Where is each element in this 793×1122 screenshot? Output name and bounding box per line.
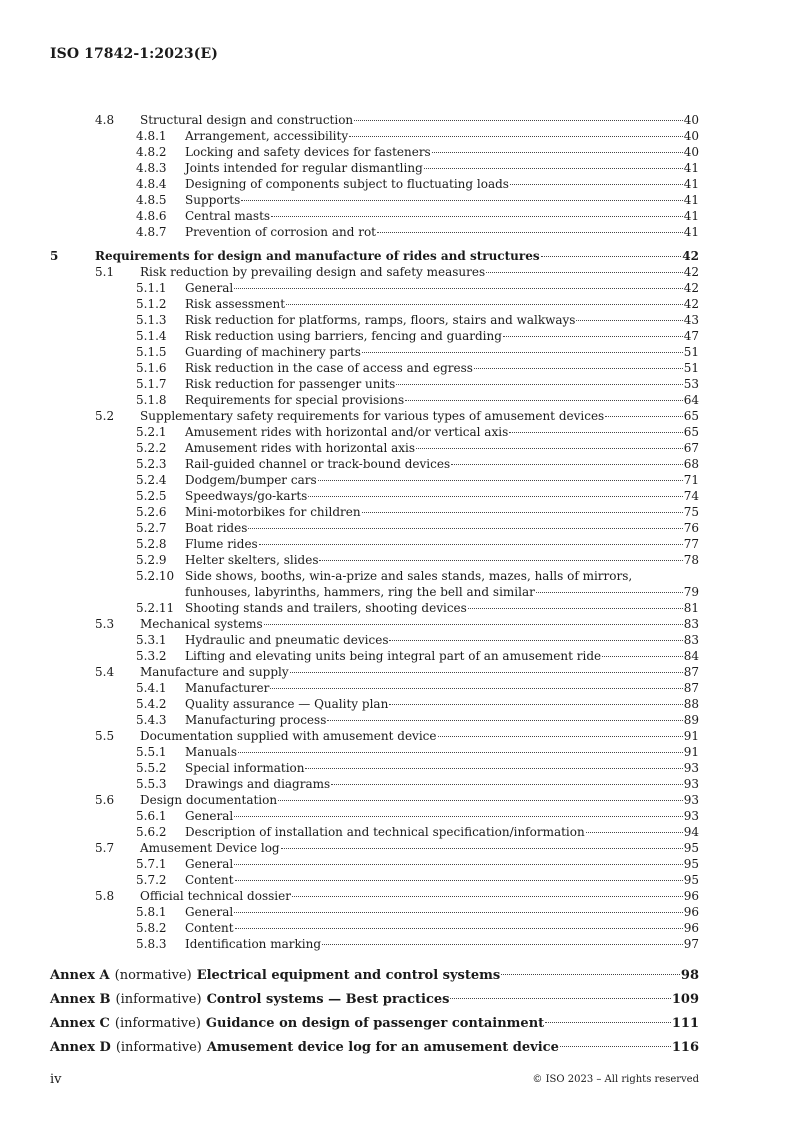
toc-entry[interactable] bbox=[50, 504, 699, 520]
toc-entry-title: Locking and safety devices for fasteners bbox=[185, 145, 431, 159]
toc-entry-title: Arrangement, accessibility bbox=[185, 129, 349, 143]
toc-entry-page: 96 bbox=[683, 921, 699, 935]
toc-entry-number: 5.5 bbox=[95, 729, 115, 743]
dot-leader bbox=[450, 998, 670, 999]
annex-entry[interactable] bbox=[50, 988, 699, 1012]
toc-entry-title: Dodgem/bumper cars bbox=[185, 473, 317, 487]
toc-entry-number: 5.8.3 bbox=[136, 937, 167, 951]
toc-entry-page: 41 bbox=[683, 193, 699, 207]
toc-entry-page: 84 bbox=[683, 649, 699, 663]
toc-entry-number: 5.2.7 bbox=[136, 521, 167, 535]
toc-entry-number: 5.8 bbox=[95, 889, 115, 903]
toc-entry-title: Risk reduction for platforms, ramps, floors, stairs and walkways bbox=[185, 313, 576, 327]
annex-list bbox=[50, 964, 699, 1060]
toc-entry[interactable] bbox=[50, 888, 699, 904]
toc-entry-number: 5.8.2 bbox=[136, 921, 167, 935]
dot-leader bbox=[235, 928, 683, 929]
toc-entry[interactable] bbox=[50, 520, 699, 536]
toc-entry-page: 91 bbox=[683, 729, 699, 743]
toc-entry-page: 83 bbox=[683, 633, 699, 647]
dot-leader bbox=[278, 800, 683, 801]
toc-entry-title: Description of installation and technical specification/information bbox=[185, 825, 585, 839]
toc-entry-page: 51 bbox=[683, 345, 699, 359]
toc-entry[interactable] bbox=[50, 128, 699, 144]
toc-entry[interactable] bbox=[50, 824, 699, 840]
toc-entry[interactable] bbox=[50, 840, 699, 856]
toc-entry-number: 5.4.1 bbox=[136, 681, 167, 695]
toc-entry[interactable] bbox=[50, 920, 699, 936]
dot-leader bbox=[281, 848, 683, 849]
annex-title: Amusement device log for an amusement device bbox=[206, 1040, 559, 1055]
toc-entry-title: Risk reduction using barriers, fencing and guarding bbox=[185, 329, 502, 343]
toc-entry[interactable] bbox=[50, 248, 699, 264]
toc-entry-page: 96 bbox=[683, 889, 699, 903]
toc-entry-title: Lifting and elevating units being integral part of an amusement ride bbox=[185, 649, 602, 663]
annex-title: Electrical equipment and control systems bbox=[196, 968, 501, 983]
toc-entry-title: Designing of components subject to fluctuating loads bbox=[185, 177, 509, 191]
toc-entry[interactable] bbox=[50, 600, 699, 616]
dot-leader bbox=[271, 216, 683, 217]
dot-leader bbox=[234, 288, 682, 289]
toc-entry-number: 5.5.2 bbox=[136, 761, 167, 775]
annex-type: (informative) bbox=[115, 1040, 202, 1055]
dot-leader bbox=[432, 152, 683, 153]
toc-entry-page: 97 bbox=[683, 937, 699, 951]
toc-entry-number: 5.2.1 bbox=[136, 425, 167, 439]
toc-entry[interactable] bbox=[50, 792, 699, 808]
annex-label: Annex A bbox=[50, 968, 110, 983]
toc-entry-title: Rail-guided channel or track-bound devices bbox=[185, 457, 451, 471]
toc-entry-number: 5.2.5 bbox=[136, 489, 167, 503]
toc-entry-page: 71 bbox=[683, 473, 699, 487]
toc-entry-page: 40 bbox=[683, 113, 699, 127]
dot-leader bbox=[389, 704, 682, 705]
toc-entry[interactable] bbox=[50, 696, 699, 712]
toc-entry[interactable] bbox=[50, 144, 699, 160]
dot-leader bbox=[510, 184, 683, 185]
toc-entry[interactable] bbox=[50, 376, 699, 392]
dot-leader bbox=[235, 880, 683, 881]
dot-leader bbox=[331, 784, 683, 785]
toc-entry[interactable] bbox=[50, 872, 699, 888]
dot-leader bbox=[396, 384, 682, 385]
toc-entry[interactable] bbox=[50, 936, 699, 952]
dot-leader bbox=[292, 896, 683, 897]
toc-entry-page: 40 bbox=[683, 145, 699, 159]
toc-entry-number: 5.2.2 bbox=[136, 441, 167, 455]
toc-entry-page: 87 bbox=[683, 665, 699, 679]
toc-entry-title: Manuals bbox=[185, 745, 238, 759]
toc-entry-number: 5.1.3 bbox=[136, 313, 167, 327]
toc-entry-title: Guarding of machinery parts bbox=[185, 345, 361, 359]
toc-entry-title: Risk reduction for passenger units bbox=[185, 377, 396, 391]
dot-leader bbox=[259, 544, 683, 545]
toc-entry-title: Special information bbox=[185, 761, 305, 775]
dot-leader bbox=[451, 464, 683, 465]
toc-entry-number: 5.2 bbox=[95, 409, 115, 423]
toc-entry-page: 64 bbox=[683, 393, 699, 407]
annex-type: (informative) bbox=[114, 1016, 201, 1031]
toc-entry-page: 75 bbox=[683, 505, 699, 519]
toc-entry-number: 5.1.5 bbox=[136, 345, 167, 359]
toc-entry[interactable] bbox=[50, 472, 699, 488]
toc-entry-title: Flume rides bbox=[185, 537, 258, 551]
toc-entry-page: 95 bbox=[683, 873, 699, 887]
annex-entry[interactable] bbox=[50, 1012, 699, 1036]
toc-entry-number: 4.8.5 bbox=[136, 193, 167, 207]
toc-entry-page: 93 bbox=[683, 809, 699, 823]
toc-entry-title: Central masts bbox=[185, 209, 271, 223]
toc-entry[interactable] bbox=[50, 568, 699, 600]
toc-entry[interactable] bbox=[50, 328, 699, 344]
annex-page: 98 bbox=[680, 968, 699, 983]
toc-entry-title: Manufacturing process bbox=[185, 713, 327, 727]
toc-entry[interactable] bbox=[50, 224, 699, 240]
dot-leader bbox=[290, 672, 683, 673]
toc-entry-page: 42 bbox=[683, 265, 699, 279]
toc-entry-title: Risk assessment bbox=[185, 297, 286, 311]
toc-entry-number: 5.1.6 bbox=[136, 361, 167, 375]
toc-entry-page: 43 bbox=[683, 313, 699, 327]
toc-entry-number: 5.3 bbox=[95, 617, 115, 631]
dot-leader bbox=[308, 496, 682, 497]
dot-leader bbox=[238, 752, 683, 753]
toc-entry[interactable] bbox=[50, 456, 699, 472]
toc-entry[interactable] bbox=[50, 648, 699, 664]
toc-entry-number: 4.8.3 bbox=[136, 161, 167, 175]
dot-leader bbox=[503, 336, 683, 337]
toc-entry-number: 5.6.2 bbox=[136, 825, 167, 839]
toc-entry[interactable] bbox=[50, 208, 699, 224]
toc-entry[interactable] bbox=[50, 408, 699, 424]
toc-entry-title: Risk reduction in the case of access and egress bbox=[185, 361, 473, 375]
toc-entry-number: 5.5.1 bbox=[136, 745, 167, 759]
annex-label: Annex D bbox=[50, 1040, 111, 1055]
toc-entry-page: 65 bbox=[683, 409, 699, 423]
annex-entry[interactable] bbox=[50, 1036, 699, 1060]
toc-entry[interactable] bbox=[50, 176, 699, 192]
dot-leader bbox=[541, 256, 682, 257]
toc-entry[interactable] bbox=[50, 856, 699, 872]
toc-entry-page: 41 bbox=[683, 209, 699, 223]
toc-entry-title: Design documentation bbox=[140, 793, 278, 807]
toc-entry-title: Requirements for special provisions bbox=[185, 393, 405, 407]
dot-leader bbox=[416, 448, 683, 449]
toc-entry[interactable] bbox=[50, 192, 699, 208]
toc-entry-number: 5.2.10 bbox=[136, 569, 175, 583]
toc-entry-page: 41 bbox=[683, 161, 699, 175]
annex-type: (informative) bbox=[115, 992, 202, 1007]
dot-leader bbox=[362, 352, 683, 353]
toc-entry-page: 88 bbox=[683, 697, 699, 711]
toc-entry-page: 42 bbox=[682, 249, 699, 263]
toc-entry-number: 4.8.4 bbox=[136, 177, 167, 191]
toc-entry-page: 91 bbox=[683, 745, 699, 759]
toc-entry-page: 65 bbox=[683, 425, 699, 439]
dot-leader bbox=[560, 1046, 671, 1047]
dot-leader bbox=[424, 168, 683, 169]
dot-leader bbox=[264, 624, 683, 625]
toc-entry-title: Manufacture and supply bbox=[140, 665, 289, 679]
toc-entry-title: Hydraulic and pneumatic devices bbox=[185, 633, 389, 647]
dot-leader bbox=[377, 232, 683, 233]
page-number: iv bbox=[50, 1072, 62, 1087]
toc-entry-page: 93 bbox=[683, 761, 699, 775]
toc-entry[interactable] bbox=[50, 344, 699, 360]
toc-entry-page: 41 bbox=[683, 177, 699, 191]
toc-entry-title: Identification marking bbox=[185, 937, 322, 951]
toc-entry-page: 89 bbox=[683, 713, 699, 727]
toc-entry-title: Amusement rides with horizontal axis bbox=[185, 441, 416, 455]
toc-entry[interactable] bbox=[50, 392, 699, 408]
toc-entry-number: 4.8 bbox=[95, 113, 115, 127]
toc-entry-title: Speedways/go-karts bbox=[185, 489, 308, 503]
annex-title: Guidance on design of passenger containment bbox=[205, 1016, 545, 1031]
toc-entry-page: 93 bbox=[683, 777, 699, 791]
toc-entry-number: 5.1.2 bbox=[136, 297, 167, 311]
annex-page: 109 bbox=[671, 992, 699, 1007]
toc-entry-page: 47 bbox=[683, 329, 699, 343]
annex-page: 116 bbox=[671, 1040, 699, 1055]
toc-entry-number: 5.7.2 bbox=[136, 873, 167, 887]
toc-entry-number: 5.2.11 bbox=[136, 601, 175, 615]
dot-leader bbox=[241, 200, 682, 201]
toc-entry-number: 4.8.1 bbox=[136, 129, 167, 143]
toc-entry-title: Content bbox=[185, 921, 234, 935]
toc-entry-title: Quality assurance — Quality plan bbox=[185, 697, 389, 711]
toc-entry-number: 5 bbox=[50, 249, 59, 263]
toc-entry-title: Shooting stands and trailers, shooting devices bbox=[185, 601, 467, 615]
toc-entry-title: Amusement rides with horizontal and/or vertical axis bbox=[185, 425, 509, 439]
toc-entry-page: 42 bbox=[683, 297, 699, 311]
toc-entry-title: Requirements for design and manufacture of rides and structures bbox=[95, 249, 540, 263]
dot-leader bbox=[234, 816, 682, 817]
toc-entry-number: 5.4.3 bbox=[136, 713, 167, 727]
toc-entry-title: Structural design and construction bbox=[140, 113, 354, 127]
dot-leader bbox=[389, 640, 682, 641]
toc-entry-page: 95 bbox=[683, 857, 699, 871]
toc-entry-title-continued: funhouses, labyrinths, hammers, ring the bell and similar bbox=[185, 585, 535, 599]
dot-leader bbox=[234, 912, 682, 913]
annex-title: Control systems — Best practices bbox=[206, 992, 450, 1007]
dot-leader bbox=[354, 120, 683, 121]
toc-entry-title: General bbox=[185, 809, 234, 823]
toc-entry-number: 5.3.1 bbox=[136, 633, 167, 647]
toc-entry-number: 5.6.1 bbox=[136, 809, 167, 823]
annex-type: (normative) bbox=[114, 968, 192, 983]
toc-entry-title: Content bbox=[185, 873, 234, 887]
toc-entry-number: 5.1.1 bbox=[136, 281, 167, 295]
toc-entry-page: 95 bbox=[683, 841, 699, 855]
toc-entry-title: Documentation supplied with amusement device bbox=[140, 729, 437, 743]
dot-leader bbox=[362, 512, 683, 513]
toc-entry-title: Prevention of corrosion and rot bbox=[185, 225, 376, 239]
copyright-notice: © ISO 2023 – All rights reserved bbox=[532, 1074, 699, 1085]
toc-entry-title: Supplementary safety requirements for various types of amusement devices bbox=[140, 409, 605, 423]
toc-entry-page: 94 bbox=[683, 825, 699, 839]
toc-entry-number: 5.1.4 bbox=[136, 329, 167, 343]
toc-entry-page: 68 bbox=[683, 457, 699, 471]
dot-leader bbox=[248, 528, 682, 529]
toc-entry[interactable] bbox=[50, 760, 699, 776]
toc-entry-page: 77 bbox=[683, 537, 699, 551]
dot-leader bbox=[468, 608, 683, 609]
toc-entry-page: 93 bbox=[683, 793, 699, 807]
toc-entry[interactable] bbox=[50, 664, 699, 680]
toc-entry[interactable] bbox=[50, 424, 699, 440]
dot-leader bbox=[349, 136, 683, 137]
dot-leader bbox=[545, 1022, 671, 1023]
toc-entry-number: 5.3.2 bbox=[136, 649, 167, 663]
toc-entry[interactable] bbox=[50, 440, 699, 456]
toc-entry-number: 5.8.1 bbox=[136, 905, 167, 919]
toc-entry[interactable] bbox=[50, 808, 699, 824]
toc-entry-number: 5.1.8 bbox=[136, 393, 167, 407]
toc-entry-number: 5.1.7 bbox=[136, 377, 167, 391]
dot-leader bbox=[605, 416, 683, 417]
toc-entry-number: 5.2.6 bbox=[136, 505, 167, 519]
dot-leader bbox=[509, 432, 682, 433]
toc-entry-page: 51 bbox=[683, 361, 699, 375]
toc-entry-page: 53 bbox=[683, 377, 699, 391]
toc-entry[interactable] bbox=[50, 280, 699, 296]
dot-leader bbox=[486, 272, 683, 273]
annex-page: 111 bbox=[671, 1016, 699, 1031]
document-id-header: ISO 17842-1:2023(E) bbox=[50, 46, 218, 62]
toc-entry-page: 81 bbox=[683, 601, 699, 615]
toc-entry-title: Risk reduction by prevailing design and safety measures bbox=[140, 265, 486, 279]
toc-entry[interactable] bbox=[50, 488, 699, 504]
dot-leader bbox=[438, 736, 683, 737]
toc-entry-number: 5.5.3 bbox=[136, 777, 167, 791]
dot-leader bbox=[602, 656, 683, 657]
dot-leader bbox=[586, 832, 683, 833]
toc-entry-page: 76 bbox=[683, 521, 699, 535]
toc-entry-page: 41 bbox=[683, 225, 699, 239]
dot-leader bbox=[318, 480, 683, 481]
toc-entry-number: 4.8.6 bbox=[136, 209, 167, 223]
toc-entry[interactable] bbox=[50, 312, 699, 328]
toc-entry[interactable] bbox=[50, 552, 699, 568]
toc-entry[interactable] bbox=[50, 712, 699, 728]
dot-leader bbox=[305, 768, 682, 769]
dot-leader bbox=[319, 560, 682, 561]
annex-label: Annex C bbox=[50, 1016, 110, 1031]
toc-entry[interactable] bbox=[50, 744, 699, 760]
dot-leader bbox=[270, 688, 682, 689]
toc-entry-title: General bbox=[185, 281, 234, 295]
toc-entry[interactable] bbox=[50, 904, 699, 920]
toc-entry-number: 4.8.7 bbox=[136, 225, 167, 239]
toc-entry-title: General bbox=[185, 905, 234, 919]
toc-entry-page: 78 bbox=[683, 553, 699, 567]
toc-entry-title: Mechanical systems bbox=[140, 617, 263, 631]
dot-leader bbox=[405, 400, 683, 401]
toc-entry-title: Drawings and diagrams bbox=[185, 777, 331, 791]
dot-leader bbox=[327, 720, 682, 721]
toc-entry-page: 40 bbox=[683, 129, 699, 143]
toc-entry[interactable] bbox=[50, 160, 699, 176]
toc-entry-title: Amusement Device log bbox=[140, 841, 280, 855]
toc-entry-number: 5.4.2 bbox=[136, 697, 167, 711]
toc-entry[interactable] bbox=[50, 112, 699, 128]
dot-leader bbox=[536, 592, 683, 593]
toc-entry[interactable] bbox=[50, 680, 699, 696]
toc-entry-page: 67 bbox=[683, 441, 699, 455]
toc-entry[interactable] bbox=[50, 296, 699, 312]
dot-leader bbox=[322, 944, 683, 945]
dot-leader bbox=[286, 304, 683, 305]
toc-entry-number: 5.1 bbox=[95, 265, 115, 279]
toc-entry[interactable] bbox=[50, 728, 699, 744]
dot-leader bbox=[501, 974, 680, 975]
toc-entry-number: 5.2.9 bbox=[136, 553, 167, 567]
toc-entry-title: General bbox=[185, 857, 234, 871]
toc-entry-number: 5.7 bbox=[95, 841, 115, 855]
toc-entry-title: Manufacturer bbox=[185, 681, 270, 695]
toc-entry-title: Boat rides bbox=[185, 521, 248, 535]
toc-entry[interactable] bbox=[50, 360, 699, 376]
toc-entry-number: 4.8.2 bbox=[136, 145, 167, 159]
toc-entry-page: 79 bbox=[683, 585, 699, 599]
toc-entry-title: Official technical dossier bbox=[140, 889, 291, 903]
toc-entry-number: 5.2.4 bbox=[136, 473, 167, 487]
toc-entry[interactable] bbox=[50, 616, 699, 632]
toc-entry[interactable] bbox=[50, 776, 699, 792]
dot-leader bbox=[474, 368, 683, 369]
dot-leader bbox=[234, 864, 682, 865]
toc-entry-title: Helter skelters, slides bbox=[185, 553, 319, 567]
table-of-contents bbox=[50, 112, 699, 952]
toc-entry-page: 74 bbox=[683, 489, 699, 503]
toc-entry-number: 5.2.3 bbox=[136, 457, 167, 471]
dot-leader bbox=[576, 320, 682, 321]
toc-entry-number: 5.4 bbox=[95, 665, 115, 679]
toc-entry-title: Mini-motorbikes for children bbox=[185, 505, 361, 519]
toc-entry-title: Supports bbox=[185, 193, 241, 207]
toc-entry-page: 83 bbox=[683, 617, 699, 631]
toc-entry-number: 5.7.1 bbox=[136, 857, 167, 871]
toc-entry[interactable] bbox=[50, 536, 699, 552]
toc-entry-page: 42 bbox=[683, 281, 699, 295]
toc-entry-number: 5.6 bbox=[95, 793, 115, 807]
toc-entry-title: Joints intended for regular dismantling bbox=[185, 161, 423, 175]
toc-entry-title: Side shows, booths, win-a-prize and sales stands, mazes, halls of mirrors, bbox=[185, 569, 633, 583]
annex-label: Annex B bbox=[50, 992, 111, 1007]
toc-entry[interactable] bbox=[50, 632, 699, 648]
annex-entry[interactable] bbox=[50, 964, 699, 988]
toc-entry[interactable] bbox=[50, 264, 699, 280]
toc-entry-page: 87 bbox=[683, 681, 699, 695]
toc-entry-number: 5.2.8 bbox=[136, 537, 167, 551]
toc-entry-page: 96 bbox=[683, 905, 699, 919]
